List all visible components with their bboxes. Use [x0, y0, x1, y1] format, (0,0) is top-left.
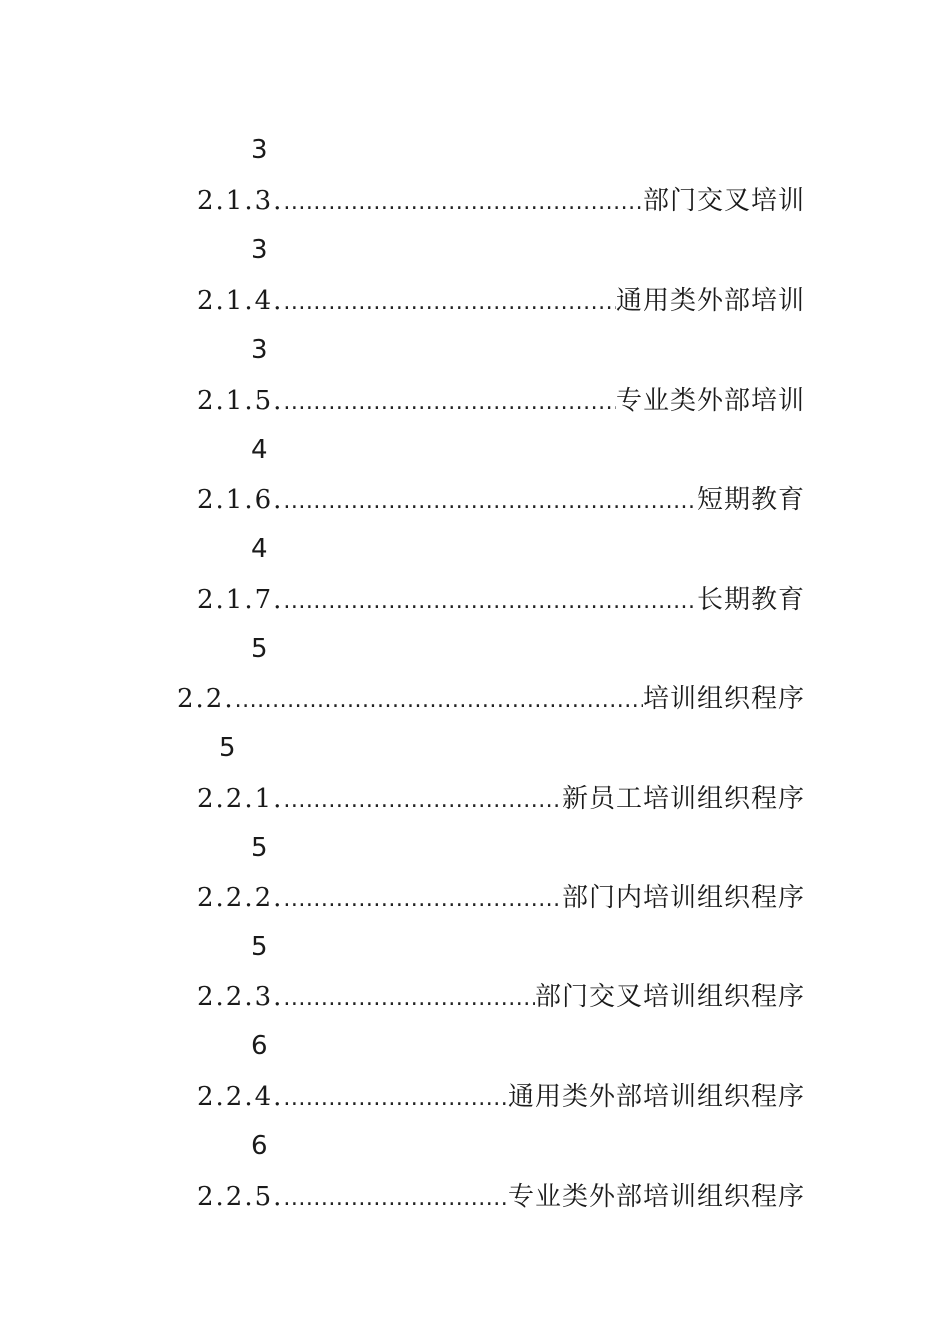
- toc-entry-2-2[interactable]: [177, 682, 805, 716]
- toc-entry-title: 培训组织程序: [642, 684, 805, 714]
- toc-entry-2-1-4[interactable]: [197, 284, 805, 318]
- toc-entry-title: 部门交叉培训: [642, 186, 805, 216]
- toc-entry-number: 2.2.1.: [197, 784, 284, 814]
- toc-entry-2-2-2[interactable]: [197, 881, 805, 915]
- dot-leader: [283, 883, 562, 915]
- toc-entry-title: 新员工培训组织程序: [561, 784, 805, 814]
- toc-entry-2-2-1[interactable]: [197, 782, 805, 816]
- toc-page-number: 6: [251, 1131, 268, 1161]
- toc-entry-number: 2.1.5.: [197, 386, 284, 416]
- dot-leader: [283, 784, 562, 816]
- toc-entry-title: 部门交叉培训组织程序: [534, 982, 805, 1012]
- dot-leader: [235, 684, 643, 716]
- toc-entry-2-1-6[interactable]: [197, 483, 805, 517]
- toc-page-number: 4: [251, 534, 268, 564]
- toc-entry-title: 专业类外部培训: [615, 386, 805, 416]
- toc-entry-number: 2.2.4.: [197, 1082, 284, 1112]
- toc-page-number: 6: [251, 1031, 268, 1061]
- dot-leader: [283, 286, 616, 318]
- toc-entry-number: 2.1.4.: [197, 286, 284, 316]
- toc-entry-number: 2.1.7.: [197, 585, 284, 615]
- toc-entry-2-2-5[interactable]: [197, 1180, 805, 1214]
- toc-entry-2-1-7[interactable]: [197, 583, 805, 617]
- toc-page-number: 4: [251, 435, 268, 465]
- toc-entry-title: 长期教育: [696, 585, 805, 615]
- dot-leader: [283, 386, 616, 418]
- toc-page-number: 5: [251, 833, 268, 863]
- toc-entry-title: 短期教育: [696, 485, 805, 515]
- toc-entry-2-2-3[interactable]: [197, 980, 805, 1014]
- toc-entry-2-2-4[interactable]: [197, 1080, 805, 1114]
- toc-page-number: 3: [251, 135, 268, 165]
- dot-leader: [283, 1182, 508, 1214]
- toc-entry-title: 部门内培训组织程序: [561, 883, 805, 913]
- dot-leader: [283, 485, 697, 517]
- dot-leader: [283, 186, 643, 218]
- toc-page-number: 5: [251, 932, 268, 962]
- toc-page-number: 3: [251, 335, 268, 365]
- toc-entry-title: 专业类外部培训组织程序: [507, 1182, 805, 1212]
- toc-page-number: 3: [251, 235, 268, 265]
- toc-entry-2-1-5[interactable]: [197, 384, 805, 418]
- toc-entry-number: 2.2.5.: [197, 1182, 284, 1212]
- toc-entry-title: 通用类外部培训: [615, 286, 805, 316]
- toc-page-number: 5: [219, 733, 236, 763]
- dot-leader: [283, 982, 535, 1014]
- toc-entry-2-1-3[interactable]: [197, 184, 805, 218]
- toc-entry-number: 2.2.3.: [197, 982, 284, 1012]
- toc-entry-number: 2.1.6.: [197, 485, 284, 515]
- toc-entry-number: 2.1.3.: [197, 186, 284, 216]
- toc-page-number: 5: [251, 634, 268, 664]
- toc-entry-number: 2.2.2.: [197, 883, 284, 913]
- dot-leader: [283, 1082, 508, 1114]
- toc-entry-title: 通用类外部培训组织程序: [507, 1082, 805, 1112]
- dot-leader: [283, 585, 697, 617]
- toc-entry-number: 2.2.: [177, 684, 235, 714]
